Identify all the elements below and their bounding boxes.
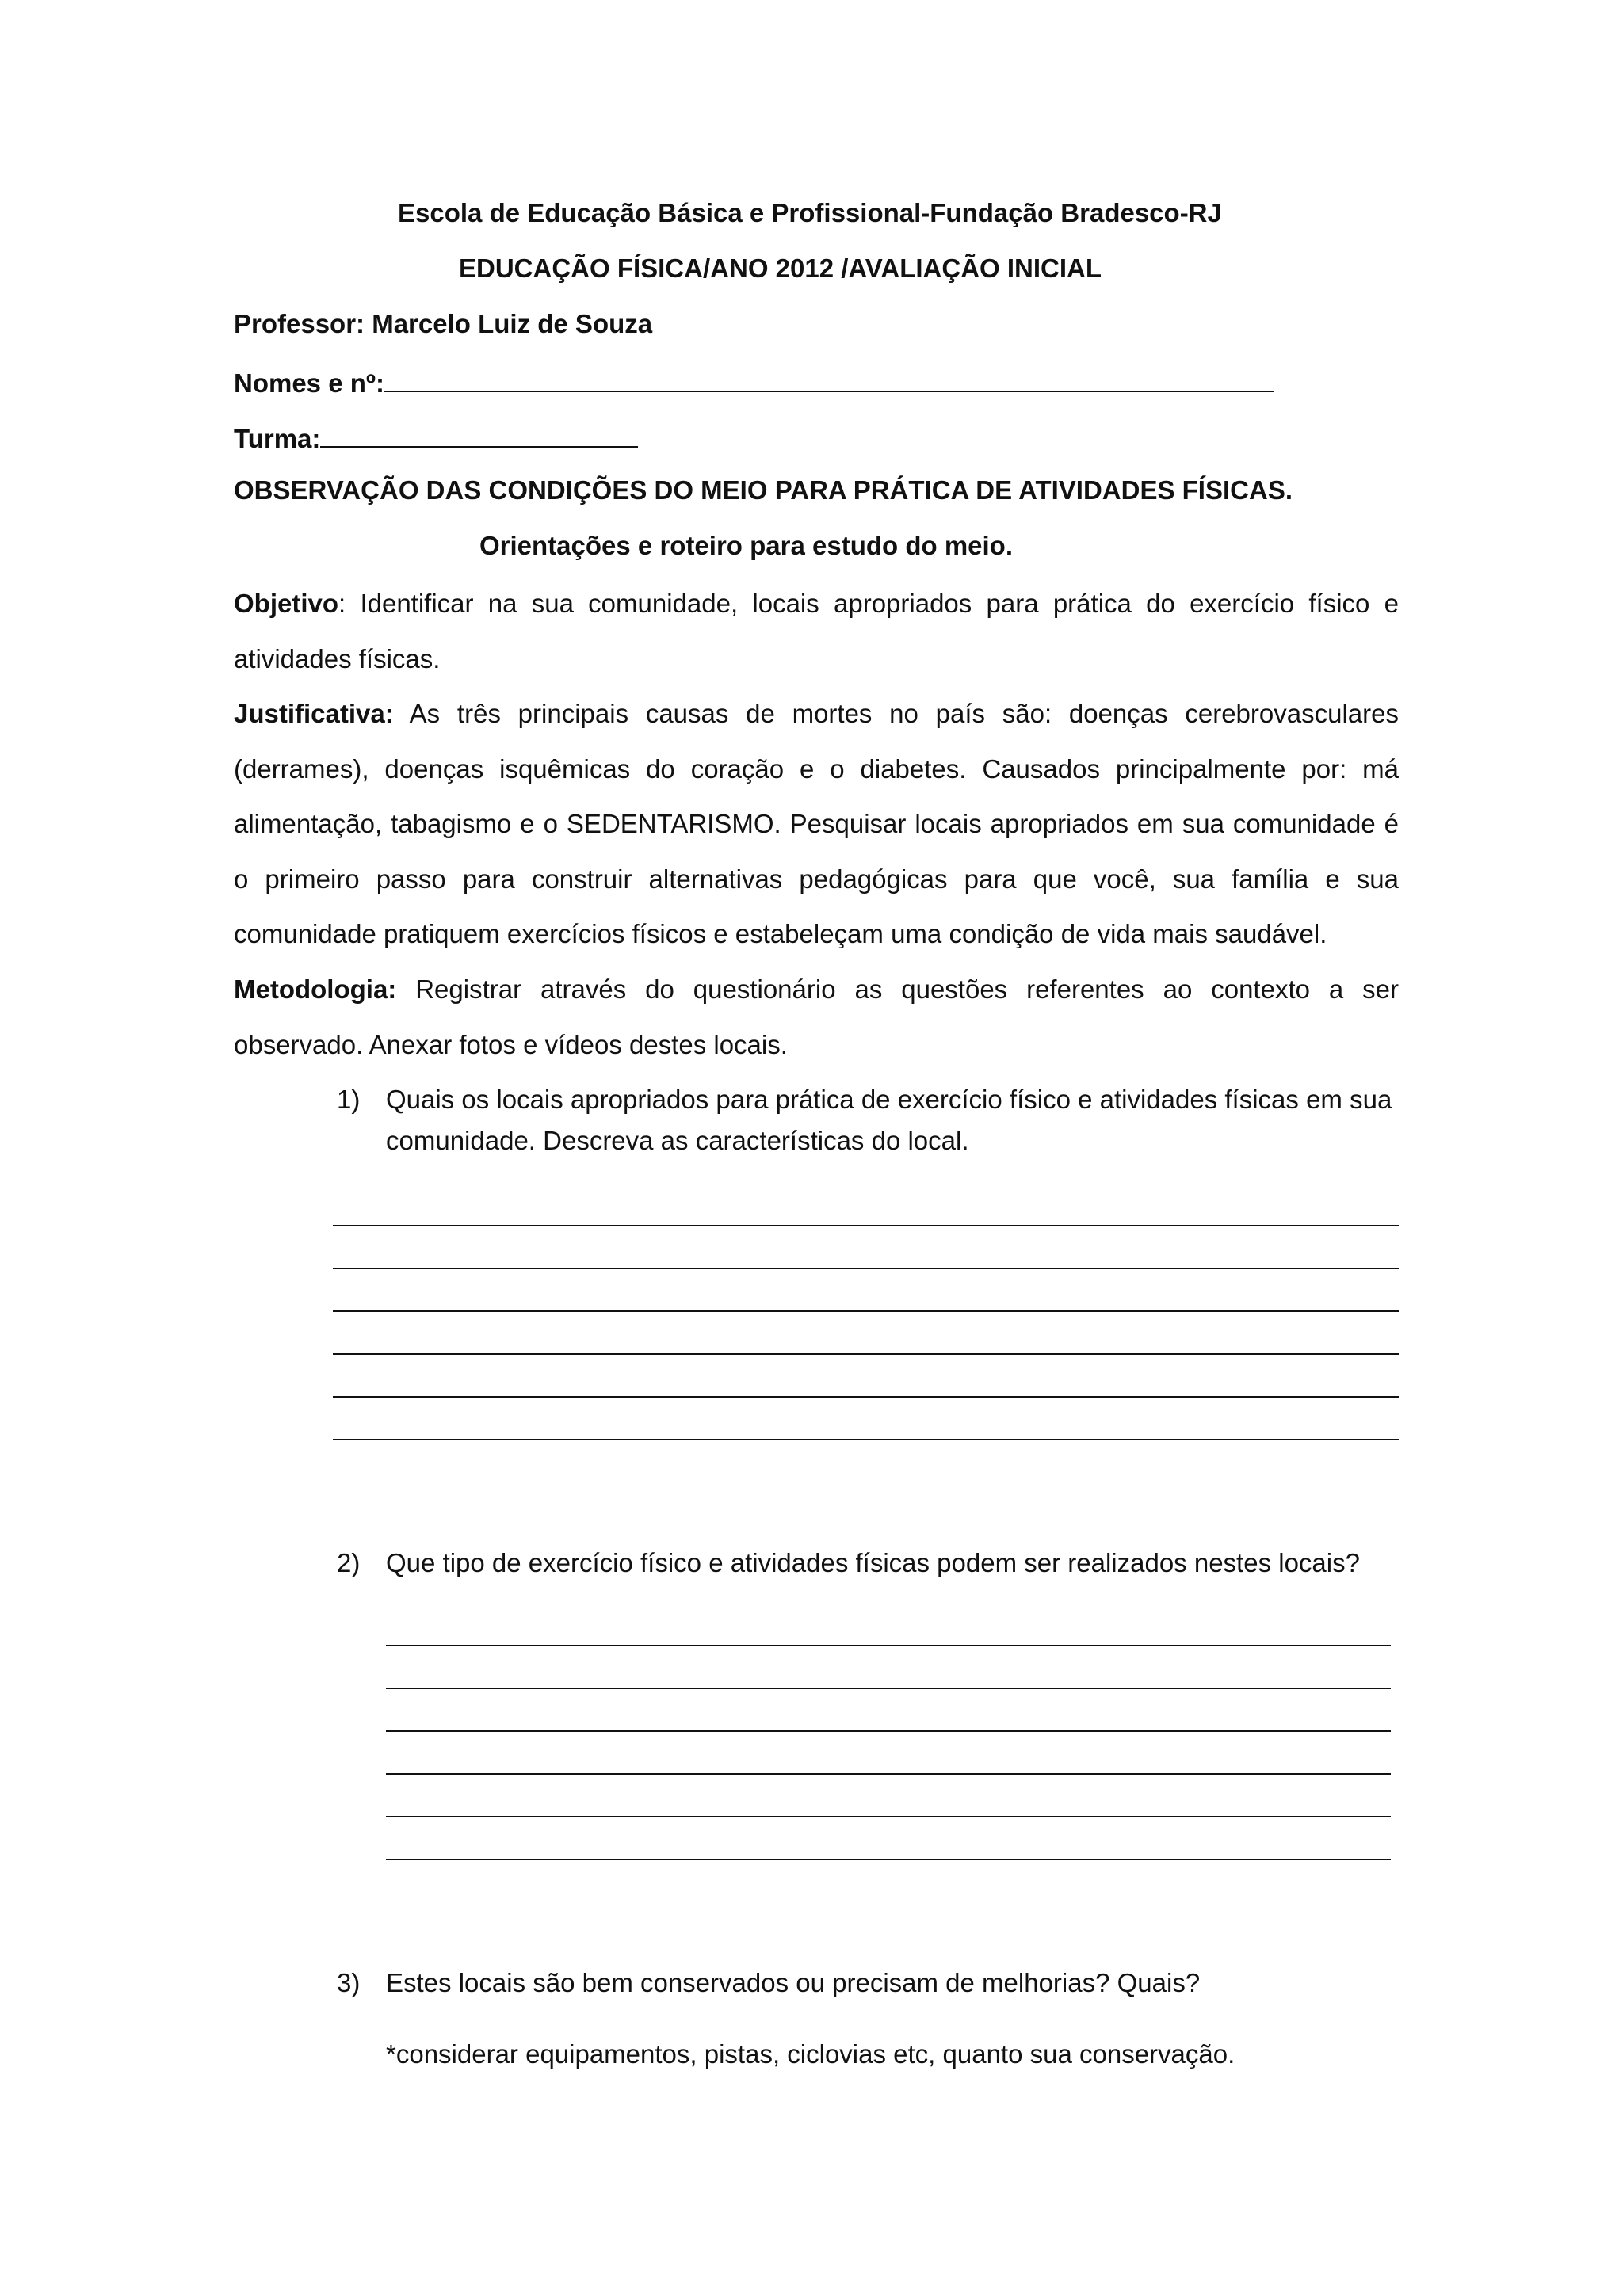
objective-label: Objetivo	[234, 589, 339, 618]
question-2-number: 2)	[337, 1548, 361, 1577]
answer-line[interactable]	[333, 1396, 1399, 1398]
question-1-text: Quais os locais apropriados para prática de exercício físico e atividades físicas em sua comunidade. Descreva as características do local.	[386, 1085, 1392, 1155]
document-subtitle: Orientações e roteiro para estudo do meio.	[479, 531, 1014, 560]
class-label: Turma:	[234, 424, 321, 453]
names-blank-line[interactable]	[384, 364, 1274, 392]
answer-line[interactable]	[386, 1688, 1391, 1689]
answer-line[interactable]	[333, 1225, 1399, 1226]
question-3-note: *considerar equipamentos, pistas, ciclovias etc, quanto sua conservação.	[386, 2039, 1235, 2069]
answer-line[interactable]	[333, 1353, 1399, 1355]
class-field	[234, 419, 638, 455]
question-3-text: Estes locais são bem conservados ou precisam de melhorias? Quais?	[386, 1968, 1201, 1997]
methodology-text: Registrar através do questionário as questões referentes ao contexto a ser observado. Anexar fotos e vídeos destes locais.	[234, 974, 1399, 1059]
names-label: Nomes e nº:	[234, 368, 384, 398]
subject-title: EDUCAÇÃO FÍSICA/ANO 2012 /AVALIAÇÃO INICIAL	[459, 254, 1102, 283]
teacher-line: Professor: Marcelo Luiz de Souza	[234, 309, 653, 338]
school-name: Escola de Educação Básica e Profissional-Fundação Bradesco-RJ	[398, 198, 1222, 227]
justification-label: Justificativa:	[234, 699, 394, 728]
answer-line[interactable]	[333, 1439, 1399, 1440]
question-3-number: 3)	[337, 1968, 361, 1997]
answer-line[interactable]	[386, 1773, 1391, 1775]
answer-line[interactable]	[386, 1859, 1391, 1860]
answer-line[interactable]	[333, 1268, 1399, 1269]
answer-line[interactable]	[333, 1310, 1399, 1312]
names-field	[234, 364, 1274, 399]
document-title: OBSERVAÇÃO DAS CONDIÇÕES DO MEIO PARA PRÁTICA DE ATIVIDADES FÍSICAS.	[234, 475, 1293, 505]
justification-paragraph	[234, 686, 1399, 962]
answer-line[interactable]	[386, 1645, 1391, 1646]
objective-paragraph	[234, 576, 1399, 686]
question-2-text: Que tipo de exercício físico e atividades físicas podem ser realizados nestes locais?	[386, 1548, 1360, 1577]
justification-text: As três principais causas de mortes no país são: doenças cerebrovasculares (derrames), doenças isquêmicas do coração e o diabetes. Causados principalmente por: má alimentação, tabagismo e o SEDENTARISMO. Pesquisar locais apropriados em sua comunidade é o primeiro passo para construir alternativas pedagógicas para que você, sua família e sua comunidade pratiquem exercícios físicos e estabeleçam uma condição de vida mais saudável.	[234, 699, 1399, 948]
class-blank-line[interactable]	[320, 419, 638, 448]
methodology-label: Metodologia:	[234, 974, 397, 1004]
methodology-paragraph	[234, 962, 1399, 1072]
question-1-number: 1)	[337, 1085, 361, 1114]
objective-text: : Identificar na sua comunidade, locais apropriados para prática do exercício físico e atividades físicas.	[234, 589, 1399, 673]
answer-line[interactable]	[386, 1816, 1391, 1817]
answer-line[interactable]	[386, 1730, 1391, 1732]
